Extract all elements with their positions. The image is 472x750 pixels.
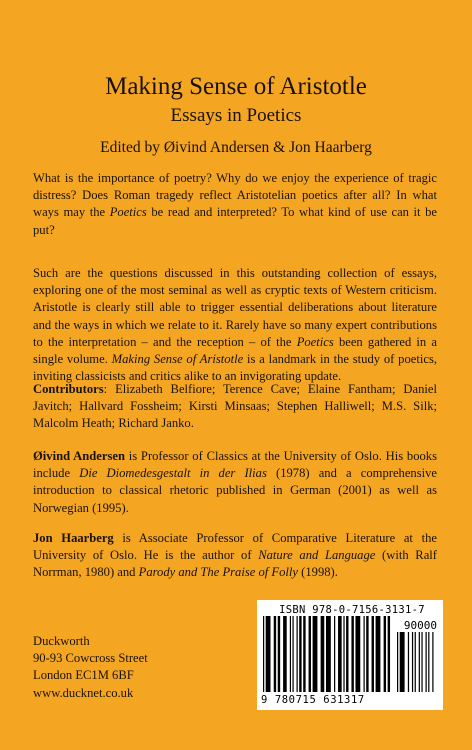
publisher-street: 90-93 Cowcross Street — [33, 651, 148, 666]
publisher-city: London EC1M 6BF — [33, 668, 134, 683]
barcode-bar — [415, 632, 416, 692]
contributors: Contributors: Elizabeth Belfiore; Terence Cave; Elaine Fantham; Daniel Javitch; Hallvard Fossheim; Kirsti Minsaas; Stephen Halliwell; M.S. Silk; Malcolm Heath; Richard Janko. — [33, 382, 437, 431]
barcode-bar — [412, 632, 413, 692]
barcode-bar — [334, 616, 335, 692]
barcode-bar — [290, 616, 291, 692]
title: Making Sense of Aristotle — [105, 73, 367, 100]
price-code: 90000 — [403, 619, 437, 632]
editors-line: Edited by Øivind Andersen & Jon Haarberg — [100, 139, 372, 156]
barcode-bar — [274, 616, 276, 692]
barcode-bar — [384, 616, 386, 692]
blurb-paragraph-2: Such are the questions discussed in this outstanding collection of essays, exploring one of the most seminal as well as cryptic texts of Western criticism. Aristotle is clearly still able to trigger essential deliberations about literature and the ways in which we relate to it. Rarely have so many expert contributions to the interpretation – and the reception – of the Poetics been gathered in a single volume. Making Sense of Aristotle is a landmark in the study of poetics, inviting classicists and critics alike to an invigorating update. — [33, 266, 437, 384]
barcode-bar — [355, 616, 360, 692]
blurb-paragraph-1: What is the importance of poetry? Why do we enjoy the experience of tragic distress? Does Roman tragedy reflect Aristotelian poetics after all? In what ways may the Poetics be read and interpreted? To what kind of use can it be put? — [33, 171, 438, 237]
barcode-bar — [400, 632, 405, 692]
barcode-bar — [326, 616, 331, 692]
price-barcode-bars — [397, 632, 437, 694]
bio-haarberg: Jon Haarberg is Associate Professor of Comparative Literature at the University of Oslo. He is the author of Nature and Language (with Ralf Norrman, 1980) and Parody and The Praise of Folly (1998). — [33, 531, 437, 580]
barcode-number: 9 780715 631317 — [261, 694, 365, 706]
barcode-bar — [313, 616, 318, 692]
barcode-bar — [343, 616, 344, 692]
barcode-bar — [397, 632, 398, 692]
barcode-bar — [408, 632, 409, 692]
contributors-label: Contributors — [33, 382, 104, 396]
barcode-bar — [303, 616, 305, 692]
barcode-bar — [376, 616, 381, 692]
barcode-bar — [292, 616, 293, 692]
barcode-bar — [426, 632, 427, 692]
barcode-bar — [366, 616, 368, 692]
barcode-bar — [263, 616, 264, 692]
barcode-box — [257, 600, 443, 710]
barcode-bar — [372, 616, 374, 692]
bio-andersen: Øivind Andersen is Professor of Classics at the University of Oslo. His books include Die Diomedesgestalt in der Ilias (1978) and a comprehensive introduction to classical rhetoric published in German (2001) as well as Norwegian (1995). — [33, 449, 438, 515]
barcode-bar — [351, 616, 353, 692]
barcode-bar — [428, 632, 429, 692]
publisher-name: Duckworth — [33, 634, 90, 648]
publisher-address — [33, 633, 148, 702]
barcode-bar — [346, 616, 348, 692]
barcode-bar — [299, 616, 301, 692]
barcode-bars — [263, 616, 395, 694]
barcode-bar — [283, 616, 287, 692]
barcode-bar — [321, 616, 325, 692]
barcode-bar — [421, 632, 422, 692]
bio-andersen-name: Øivind Andersen — [33, 449, 125, 463]
isbn-label: ISBN 978-0-7156-3131-7 — [279, 604, 425, 616]
publisher-website: www.ducknet.co.uk — [33, 685, 134, 700]
barcode-bar — [419, 632, 420, 692]
barcode-bar — [309, 616, 311, 692]
barcode-bar — [297, 616, 298, 692]
barcode-bar — [388, 616, 390, 692]
bio-haarberg-name: Jon Haarberg — [33, 531, 114, 545]
barcode-bar — [364, 616, 365, 692]
barcode-bar — [266, 616, 271, 692]
barcode-bar — [278, 616, 280, 692]
barcode-bar — [338, 616, 342, 692]
subtitle: Essays in Poetics — [170, 105, 302, 126]
barcode-bar — [432, 632, 433, 692]
